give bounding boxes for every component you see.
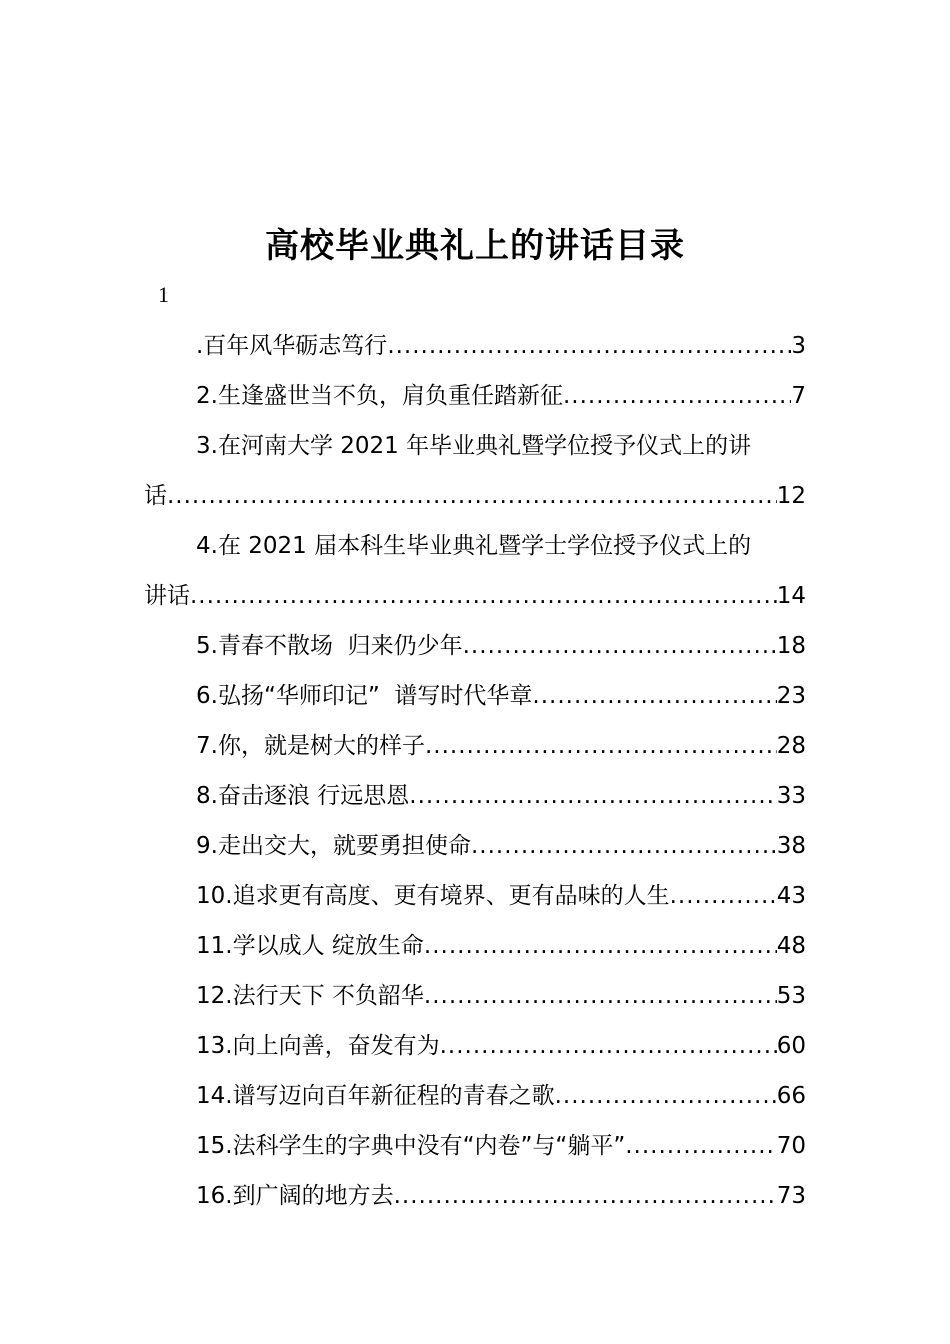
toc-entry-title: 10.追求更有高度、更有境界、更有品味的人生 [196, 883, 670, 909]
toc-entry-title: 3.在河南大学 2021 年毕业典礼暨学位授予仪式上的讲 [196, 433, 752, 459]
toc-entry-page: 18 [776, 633, 806, 659]
toc-entry-title: 14.谱写迈向百年新征程的青春之歌 [196, 1083, 555, 1109]
toc-entry-title: 16.到广阔的地方去 [196, 1183, 394, 1209]
toc-entry-title: 7.你，就是树大的样子 [196, 733, 425, 759]
toc-leader-dots [625, 1126, 776, 1166]
toc-entry-title: 12.法行天下 不负韶华 [196, 983, 424, 1009]
toc-entry-page: 28 [776, 733, 806, 759]
toc-entry-page: 7 [791, 383, 806, 409]
toc-leader-dots [387, 326, 791, 366]
toc-entry-title: 6.弘扬“华师印记” 谱写时代华章 [196, 683, 533, 709]
toc-entry[interactable] [196, 1026, 806, 1066]
toc-entry[interactable] [196, 776, 806, 816]
toc-entry[interactable] [196, 326, 806, 366]
toc-entry[interactable] [196, 726, 806, 766]
toc-entry-page: 48 [776, 933, 806, 959]
toc-leader-dots [471, 826, 777, 866]
toc-entry-page: 23 [776, 683, 806, 709]
toc-entry-page: 66 [776, 1083, 806, 1109]
toc-entry-title: .百年风华砺志笃行 [196, 333, 388, 359]
toc-leader-dots [563, 376, 791, 416]
toc-entry[interactable] [196, 526, 806, 566]
toc-entry-page: 73 [776, 1183, 806, 1209]
toc-entry[interactable] [196, 976, 806, 1016]
toc-leader-dots [424, 976, 777, 1016]
toc-entry-page: 53 [776, 983, 806, 1009]
toc-entry[interactable] [196, 826, 806, 866]
list-number: 1 [158, 282, 169, 307]
toc-entry-continuation[interactable] [144, 576, 806, 616]
toc-leader-dots [555, 1076, 777, 1116]
toc-leader-dots [409, 776, 776, 816]
toc-leader-dots [670, 876, 777, 916]
toc-leader-dots [394, 1176, 777, 1216]
toc-entry[interactable] [196, 926, 806, 966]
toc-entry[interactable] [196, 1076, 806, 1116]
toc-entry-page: 3 [791, 333, 806, 359]
toc-entry-title: 8.奋击逐浪 行远思恩 [196, 783, 410, 809]
page-title: 高校毕业典礼上的讲话目录 [265, 226, 685, 266]
toc-entry-page: 70 [776, 1133, 806, 1159]
toc-entry[interactable] [196, 676, 806, 716]
toc-entry-title: 5.青春不散场 归来仍少年 [196, 633, 463, 659]
toc-leader-dots [190, 576, 777, 616]
toc-leader-dots [532, 676, 776, 716]
toc-entry-title-cont: 话 [144, 483, 167, 509]
toc-entry-title: 4.在 2021 届本科生毕业典礼暨学士学位授予仪式上的 [196, 533, 752, 559]
toc-entry-title: 13.向上向善，奋发有为 [196, 1033, 440, 1059]
toc-entry-title: 9.走出交大，就要勇担使命 [196, 833, 471, 859]
toc-leader-dots [425, 726, 777, 766]
toc-entry-title-cont: 讲话 [144, 583, 190, 609]
toc-entry[interactable] [196, 376, 806, 416]
toc-entry[interactable] [196, 1176, 806, 1216]
toc-entry-title: 11.学以成人 绽放生命 [196, 933, 424, 959]
toc-entry-page: 60 [776, 1033, 806, 1059]
toc-leader-dots [167, 476, 777, 516]
toc-entry-page: 12 [776, 483, 806, 509]
toc-entry-page: 14 [776, 583, 806, 609]
toc-entry-continuation[interactable] [144, 476, 806, 516]
toc-entry[interactable] [196, 876, 806, 916]
toc-leader-dots [424, 926, 777, 966]
toc-entry[interactable] [196, 1126, 806, 1166]
toc-entry-page: 33 [776, 783, 806, 809]
toc-entry-title: 15.法科学生的字典中没有“内卷”与“躺平” [196, 1133, 626, 1159]
toc-leader-dots [440, 1026, 777, 1066]
toc-entry-page: 38 [776, 833, 806, 859]
toc-entry-page: 43 [776, 883, 806, 909]
toc-leader-dots [463, 626, 777, 666]
toc-entry-title: 2.生逢盛世当不负，肩负重任踏新征 [196, 383, 563, 409]
toc-entry[interactable] [196, 626, 806, 666]
toc-entry[interactable] [196, 426, 806, 466]
